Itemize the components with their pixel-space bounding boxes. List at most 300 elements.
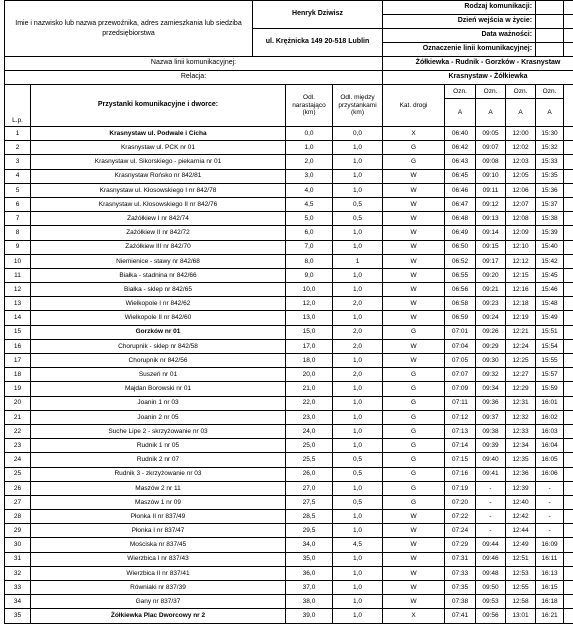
stop-time: 09:39 — [476, 439, 506, 453]
stop-road-cat: G — [383, 439, 445, 453]
stop-between: 1,0 — [333, 226, 383, 240]
stop-lp: 15 — [5, 325, 31, 339]
stop-time: 16:15 — [536, 581, 564, 595]
table-row — [5, 127, 573, 141]
stop-time: - — [536, 524, 564, 538]
stop-blank — [564, 609, 573, 623]
table-row — [5, 368, 573, 382]
stop-between: 1,0 — [333, 524, 383, 538]
stop-road-cat: W — [383, 581, 445, 595]
stop-time: 06:56 — [445, 283, 476, 297]
stop-lp: 4 — [5, 169, 31, 183]
operator-address: ul. Krężnicka 149 20-518 Lublin — [253, 29, 383, 57]
stop-road-cat: W — [383, 183, 445, 197]
stop-blank — [564, 566, 573, 580]
stop-cumulative: 24,0 — [286, 424, 333, 438]
table-row — [5, 226, 573, 240]
table-row — [5, 581, 573, 595]
stop-time: 07:07 — [445, 368, 476, 382]
stop-between: 1,0 — [333, 424, 383, 438]
stop-blank — [564, 510, 573, 524]
stop-name: Równiaki nr 837/39 — [31, 581, 286, 595]
stop-time: 07:05 — [445, 354, 476, 368]
stop-blank — [564, 382, 573, 396]
stop-between: 1,0 — [333, 396, 383, 410]
table-row — [5, 495, 573, 509]
stop-between: 1,0 — [333, 510, 383, 524]
stop-between: 1 — [333, 254, 383, 268]
stop-cumulative: 7,0 — [286, 240, 333, 254]
stop-time: - — [536, 510, 564, 524]
stop-time: 07:35 — [445, 581, 476, 595]
stop-cumulative: 27,5 — [286, 495, 333, 509]
stop-time: 09:37 — [476, 410, 506, 424]
stop-between: 1,0 — [333, 581, 383, 595]
stop-time: 12:18 — [506, 297, 536, 311]
col-blank — [564, 85, 573, 127]
stop-time: 06:55 — [445, 268, 476, 282]
stop-lp: 1 — [5, 127, 31, 141]
table-row — [5, 169, 573, 183]
table-row — [5, 283, 573, 297]
stop-between: 1,0 — [333, 410, 383, 424]
stop-time: 15:57 — [536, 368, 564, 382]
stop-time: 09:21 — [476, 283, 506, 297]
stop-time: - — [536, 481, 564, 495]
stop-lp: 25 — [5, 467, 31, 481]
stop-time: 07:19 — [445, 481, 476, 495]
table-row — [5, 424, 573, 438]
stop-road-cat: W — [383, 254, 445, 268]
kind-label: Rodzaj komunikacji: — [383, 1, 536, 15]
stop-time: - — [536, 495, 564, 509]
stop-time: 09:05 — [476, 127, 506, 141]
stop-between: 0,0 — [333, 127, 383, 141]
table-row — [5, 382, 573, 396]
course-code-4: A — [536, 99, 564, 127]
stop-road-cat: W — [383, 524, 445, 538]
stop-time: 12:39 — [506, 481, 536, 495]
stop-between: 1,0 — [333, 141, 383, 155]
table-row — [5, 439, 573, 453]
table-row — [5, 453, 573, 467]
stop-time: 12:49 — [506, 538, 536, 552]
stop-blank — [564, 495, 573, 509]
stop-lp: 29 — [5, 524, 31, 538]
stop-name: Rudnik 3 - zkrzyżowanie nr 03 — [31, 467, 286, 481]
stop-time: 06:42 — [445, 141, 476, 155]
stop-road-cat: G — [383, 467, 445, 481]
stop-road-cat: G — [383, 325, 445, 339]
stop-between: 2,0 — [333, 339, 383, 353]
stop-time: 12:53 — [506, 566, 536, 580]
stop-lp: 20 — [5, 396, 31, 410]
stop-time: 09:30 — [476, 354, 506, 368]
stop-time: 12:42 — [506, 510, 536, 524]
stop-name: Chorupnik nr 842/56 — [31, 354, 286, 368]
stop-blank — [564, 297, 573, 311]
stop-time: 06:52 — [445, 254, 476, 268]
stop-time: 09:41 — [476, 467, 506, 481]
kind-value — [536, 1, 564, 15]
stop-time: 16:21 — [536, 609, 564, 623]
stop-road-cat: W — [383, 595, 445, 609]
stop-time: 12:21 — [506, 325, 536, 339]
stop-cumulative: 15,0 — [286, 325, 333, 339]
stop-time: 12:31 — [506, 396, 536, 410]
stop-lp: 24 — [5, 453, 31, 467]
stop-name: Mościska nr 837/45 — [31, 538, 286, 552]
stop-time: 12:00 — [506, 127, 536, 141]
stop-road-cat: G — [383, 410, 445, 424]
stop-time: 12:19 — [506, 311, 536, 325]
stop-time: - — [476, 510, 506, 524]
stop-time: 06:43 — [445, 155, 476, 169]
stop-cumulative: 0,0 — [286, 127, 333, 141]
stop-road-cat: W — [383, 297, 445, 311]
stop-blank — [564, 595, 573, 609]
stop-time: 06:40 — [445, 127, 476, 141]
course-code-3: A — [506, 99, 536, 127]
col-stops: Przystanki komunikacyjne i dworce: — [31, 85, 286, 127]
stop-time: 12:08 — [506, 212, 536, 226]
stop-lp: 19 — [5, 382, 31, 396]
stop-lp: 18 — [5, 368, 31, 382]
stop-time: 15:59 — [536, 382, 564, 396]
stop-time: 09:53 — [476, 595, 506, 609]
stop-blank — [564, 155, 573, 169]
stop-time: 12:51 — [506, 552, 536, 566]
stop-cumulative: 39,0 — [286, 609, 333, 623]
line-mark-value — [536, 43, 564, 57]
stop-name: Wielkopole I nr 842/62 — [31, 297, 286, 311]
stop-time: 16:03 — [536, 424, 564, 438]
stop-blank — [564, 424, 573, 438]
stop-cumulative: 26,0 — [286, 467, 333, 481]
stop-time: 07:41 — [445, 609, 476, 623]
table-row — [5, 183, 573, 197]
operator-label: Imie i nazwisko lub nazwa przewoźnika, adres zamieszkania lub siedziba przedsiębiorstwa — [5, 1, 253, 57]
stop-cumulative: 12,0 — [286, 297, 333, 311]
table-row — [5, 339, 573, 353]
col-mark-3: Ozn. — [506, 85, 536, 99]
stop-time: 12:55 — [506, 581, 536, 595]
stop-between: 1,0 — [333, 439, 383, 453]
stop-name: Krasnystaw Rońsko nr 842/81 — [31, 169, 286, 183]
stop-name: Maszów 1 nr 09 — [31, 495, 286, 509]
stop-road-cat: X — [383, 127, 445, 141]
col-mark-2: Ozn. — [476, 85, 506, 99]
stop-name: Zażółkiew III nr 842/70 — [31, 240, 286, 254]
stop-name: Krasnystaw ul. Kłosowskiego I nr 842/78 — [31, 183, 286, 197]
stop-cumulative: 1,0 — [286, 141, 333, 155]
stop-cumulative: 4,5 — [286, 197, 333, 211]
stop-cumulative: 36,0 — [286, 566, 333, 580]
stop-cumulative: 3,0 — [286, 169, 333, 183]
line-name-label: Nazwa linii komunikacyjnej: — [5, 57, 383, 71]
stop-cumulative: 5,0 — [286, 212, 333, 226]
stop-lp: 32 — [5, 566, 31, 580]
stop-between: 1,0 — [333, 169, 383, 183]
stop-blank — [564, 127, 573, 141]
stop-blank — [564, 226, 573, 240]
table-row — [5, 467, 573, 481]
stop-name: Rudnik 1 nr 05 — [31, 439, 286, 453]
stop-blank — [564, 453, 573, 467]
col-between: Odl. między przystankami (km) — [333, 85, 383, 127]
stop-name: Płonka II nr 837/49 — [31, 510, 286, 524]
stop-road-cat: G — [383, 495, 445, 509]
stop-between: 0,5 — [333, 495, 383, 509]
stop-lp: 12 — [5, 283, 31, 297]
stop-blank — [564, 169, 573, 183]
stop-blank — [564, 581, 573, 595]
stop-lp: 27 — [5, 495, 31, 509]
stop-cumulative: 18,0 — [286, 354, 333, 368]
stop-blank — [564, 183, 573, 197]
stop-cumulative: 25,5 — [286, 453, 333, 467]
stop-blank — [564, 141, 573, 155]
stop-name: Krasnystaw ul. PCK nr 01 — [31, 141, 286, 155]
stop-name: Gorzków nr 01 — [31, 325, 286, 339]
stop-time: 12:25 — [506, 354, 536, 368]
stop-cumulative: 34,0 — [286, 538, 333, 552]
stop-cumulative: 13,0 — [286, 311, 333, 325]
stop-time: 15:49 — [536, 311, 564, 325]
course-code-1: A — [445, 99, 476, 127]
stop-between: 1,0 — [333, 155, 383, 169]
stop-between: 1,0 — [333, 283, 383, 297]
stop-cumulative: 25,0 — [286, 439, 333, 453]
stop-between: 2,0 — [333, 368, 383, 382]
stop-time: 12:40 — [506, 495, 536, 509]
table-row — [5, 609, 573, 623]
stop-time: 15:54 — [536, 339, 564, 353]
stop-name: Niemienice - stawy nr 842/68 — [31, 254, 286, 268]
stop-lp: 13 — [5, 297, 31, 311]
stop-name: Rudnik 2 nr 07 — [31, 453, 286, 467]
table-row — [5, 354, 573, 368]
stop-name: Suszeń nr 01 — [31, 368, 286, 382]
relation-label: Relacja: — [5, 71, 383, 85]
stop-time: 15:48 — [536, 297, 564, 311]
table-row — [5, 155, 573, 169]
stop-lp: 17 — [5, 354, 31, 368]
stop-cumulative: 20,0 — [286, 368, 333, 382]
stop-road-cat: G — [383, 141, 445, 155]
col-mark-4: Ozn. — [536, 85, 564, 99]
stop-between: 0,5 — [333, 212, 383, 226]
stop-time: 16:02 — [536, 410, 564, 424]
stop-lp: 34 — [5, 595, 31, 609]
stop-time: 06:50 — [445, 240, 476, 254]
col-mark-1: Ozn. — [445, 85, 476, 99]
stop-time: 16:05 — [536, 453, 564, 467]
table-row — [5, 197, 573, 211]
stop-between: 0,5 — [333, 467, 383, 481]
stop-time: 15:51 — [536, 325, 564, 339]
stop-name: Białka - stadnina nr 842/66 — [31, 268, 286, 282]
table-row — [5, 325, 573, 339]
stop-time: 15:32 — [536, 141, 564, 155]
table-row — [5, 311, 573, 325]
stop-time: 09:50 — [476, 581, 506, 595]
stop-lp: 5 — [5, 183, 31, 197]
stop-blank — [564, 212, 573, 226]
stop-time: 15:45 — [536, 268, 564, 282]
stop-cumulative: 29,5 — [286, 524, 333, 538]
table-row — [5, 212, 573, 226]
table-row — [5, 396, 573, 410]
stop-between: 1,0 — [333, 552, 383, 566]
stop-time: 12:10 — [506, 240, 536, 254]
stop-blank — [564, 524, 573, 538]
stop-between: 1,0 — [333, 183, 383, 197]
stop-lp: 33 — [5, 581, 31, 595]
stop-name: Żółkiewka Plac Dworcowy nr 2 — [31, 609, 286, 623]
table-row — [5, 297, 573, 311]
stop-time: 06:59 — [445, 311, 476, 325]
stop-between: 1,0 — [333, 311, 383, 325]
stop-time: 12:07 — [506, 197, 536, 211]
stop-blank — [564, 481, 573, 495]
stop-road-cat: W — [383, 354, 445, 368]
stop-between: 1,0 — [333, 240, 383, 254]
validity-label: Data ważności: — [383, 29, 536, 43]
stop-between: 1,0 — [333, 595, 383, 609]
stop-lp: 8 — [5, 226, 31, 240]
stop-road-cat: W — [383, 510, 445, 524]
stop-blank — [564, 467, 573, 481]
table-row — [5, 240, 573, 254]
stop-cumulative: 28,5 — [286, 510, 333, 524]
stop-time: 12:16 — [506, 283, 536, 297]
stop-time: 06:45 — [445, 169, 476, 183]
stop-cumulative: 17,0 — [286, 339, 333, 353]
stop-road-cat: G — [383, 424, 445, 438]
table-row — [5, 538, 573, 552]
stop-time: 09:34 — [476, 382, 506, 396]
stop-road-cat: W — [383, 169, 445, 183]
stop-between: 0,5 — [333, 453, 383, 467]
stop-lp: 3 — [5, 155, 31, 169]
stop-between: 1,0 — [333, 481, 383, 495]
stop-road-cat: W — [383, 268, 445, 282]
stop-blank — [564, 339, 573, 353]
stop-lp: 35 — [5, 609, 31, 623]
stop-time: 09:14 — [476, 226, 506, 240]
stop-lp: 23 — [5, 439, 31, 453]
stop-blank — [564, 368, 573, 382]
operator-name: Henryk Dziwisz — [253, 1, 383, 29]
validity-extra — [564, 29, 573, 43]
stop-lp: 16 — [5, 339, 31, 353]
stop-road-cat: W — [383, 226, 445, 240]
stop-time: 07:14 — [445, 439, 476, 453]
stop-road-cat: W — [383, 283, 445, 297]
stop-time: 15:38 — [536, 212, 564, 226]
stop-name: Krasnystaw ul. Sikorskiego - piekarnia nr 01 — [31, 155, 286, 169]
stop-time: 12:09 — [506, 226, 536, 240]
stop-blank — [564, 325, 573, 339]
stop-cumulative: 22,0 — [286, 396, 333, 410]
stop-cumulative: 8,0 — [286, 254, 333, 268]
stop-time: 15:46 — [536, 283, 564, 297]
stop-name: Wielkopole II nr 842/60 — [31, 311, 286, 325]
stop-time: 09:17 — [476, 254, 506, 268]
stop-time: 15:33 — [536, 155, 564, 169]
line-name-value: Żółkiewka - Rudnik - Gorzków - Krasnystaw — [383, 57, 573, 71]
stop-blank — [564, 283, 573, 297]
stop-time: 09:44 — [476, 538, 506, 552]
stop-lp: 6 — [5, 197, 31, 211]
stop-time: 07:12 — [445, 410, 476, 424]
stop-time: 12:12 — [506, 254, 536, 268]
stop-road-cat: G — [383, 396, 445, 410]
stop-time: 09:10 — [476, 169, 506, 183]
stop-between: 1,0 — [333, 566, 383, 580]
stop-between: 2,0 — [333, 325, 383, 339]
stop-blank — [564, 552, 573, 566]
stop-time: 12:58 — [506, 595, 536, 609]
stop-lp: 21 — [5, 410, 31, 424]
stop-blank — [564, 240, 573, 254]
stop-time: 09:46 — [476, 552, 506, 566]
stop-between: 1,0 — [333, 609, 383, 623]
table-row — [5, 595, 573, 609]
stop-between: 1,0 — [333, 382, 383, 396]
stop-time: 15:36 — [536, 183, 564, 197]
stop-time: 09:07 — [476, 141, 506, 155]
stop-time: 07:04 — [445, 339, 476, 353]
stop-time: 09:36 — [476, 396, 506, 410]
stop-road-cat: G — [383, 481, 445, 495]
stop-blank — [564, 254, 573, 268]
stop-time: 07:13 — [445, 424, 476, 438]
stop-time: 09:12 — [476, 197, 506, 211]
stop-lp: 28 — [5, 510, 31, 524]
stop-time: 09:15 — [476, 240, 506, 254]
stop-time: 09:56 — [476, 609, 506, 623]
stop-time: 16:09 — [536, 538, 564, 552]
stop-cumulative: 4,0 — [286, 183, 333, 197]
stop-blank — [564, 268, 573, 282]
course-code-2: A — [476, 99, 506, 127]
stop-time: - — [476, 495, 506, 509]
stop-time: 16:06 — [536, 467, 564, 481]
stop-between: 0,5 — [333, 197, 383, 211]
col-cumulative: Odl. narastająco (km) — [286, 85, 333, 127]
stop-road-cat: W — [383, 240, 445, 254]
stop-time: 12:06 — [506, 183, 536, 197]
line-mark-label: Oznaczenie linii komunikacyjnej: — [383, 43, 536, 57]
stop-between: 4,5 — [333, 538, 383, 552]
stop-cumulative: 38,0 — [286, 595, 333, 609]
stop-lp: 22 — [5, 424, 31, 438]
stop-time: 15:42 — [536, 254, 564, 268]
stop-time: 15:35 — [536, 169, 564, 183]
stop-time: 06:49 — [445, 226, 476, 240]
stop-name: Maszów 2 nr 11 — [31, 481, 286, 495]
stop-road-cat: W — [383, 566, 445, 580]
stop-road-cat: W — [383, 538, 445, 552]
stop-time: 06:47 — [445, 197, 476, 211]
stop-time: 13:01 — [506, 609, 536, 623]
stop-name: Gany nr 837/37 — [31, 595, 286, 609]
stop-time: 07:38 — [445, 595, 476, 609]
stop-time: 16:13 — [536, 566, 564, 580]
stop-time: 07:22 — [445, 510, 476, 524]
